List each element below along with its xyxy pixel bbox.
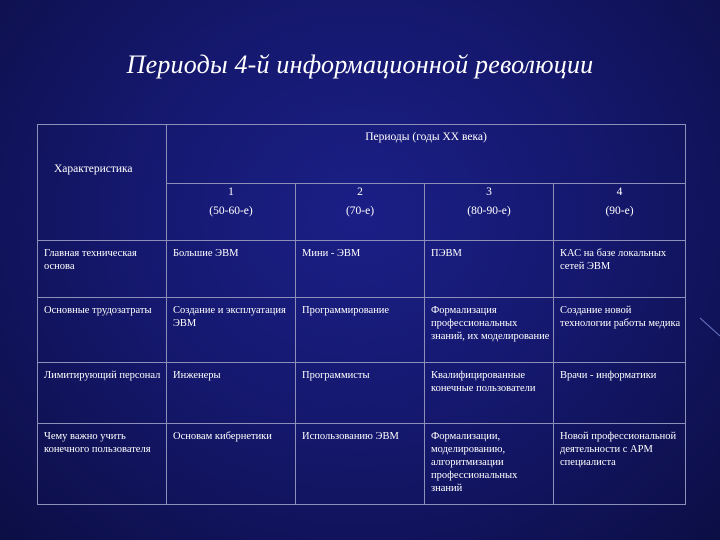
characteristic-label: Характеристика bbox=[54, 163, 133, 175]
table-row bbox=[38, 363, 686, 424]
period-range: (90-е) bbox=[605, 205, 634, 217]
table-row bbox=[38, 298, 686, 363]
period-3-cell bbox=[425, 184, 554, 241]
table-cell: Формализации, моделированию, алгоритмизации профессиональных знаний bbox=[425, 424, 554, 505]
table-cell: Мини - ЭВМ bbox=[296, 241, 425, 298]
row-label: Чему важно учить конечного пользователя bbox=[38, 424, 167, 505]
periods-header-cell bbox=[167, 125, 686, 184]
table-row bbox=[38, 241, 686, 298]
table-cell: Формализация профессиональных знаний, их моделирование bbox=[425, 298, 554, 363]
period-number: 3 bbox=[486, 186, 492, 198]
table-cell: Программирование bbox=[296, 298, 425, 363]
table-cell: Большие ЭВМ bbox=[167, 241, 296, 298]
period-range: (80-90-е) bbox=[467, 205, 511, 217]
period-4-cell bbox=[554, 184, 686, 241]
period-number: 2 bbox=[357, 186, 363, 198]
table-cell: Новой профессиональной деятельности с АРМ специалиста bbox=[554, 424, 686, 505]
table-cell: Квалифицированные конечные пользователи bbox=[425, 363, 554, 424]
table-header-row bbox=[38, 125, 686, 184]
table-cell: Основам кибернетики bbox=[167, 424, 296, 505]
table-cell: Использованию ЭВМ bbox=[296, 424, 425, 505]
row-label: Основные трудозатраты bbox=[38, 298, 167, 363]
period-number: 4 bbox=[616, 186, 623, 198]
table-cell: Создание и эксплуатация ЭВМ bbox=[167, 298, 296, 363]
period-2-cell bbox=[296, 184, 425, 241]
table-cell: ПЭВМ bbox=[425, 241, 554, 298]
period-1-cell bbox=[167, 184, 296, 241]
table-cell: Инженеры bbox=[167, 363, 296, 424]
row-label: Главная техническая основа bbox=[38, 241, 167, 298]
characteristic-header-cell bbox=[38, 125, 167, 241]
period-range: (50-60-е) bbox=[209, 205, 253, 217]
period-range: (70-е) bbox=[345, 205, 375, 217]
row-label: Лимитирующий персонал bbox=[38, 363, 167, 424]
periods-table bbox=[37, 124, 686, 505]
table-cell: Врачи - информатики bbox=[554, 363, 686, 424]
table-cell: КАС на базе локальных сетей ЭВМ bbox=[554, 241, 686, 298]
slide-title: Периоды 4-й информационной революции bbox=[126, 50, 594, 79]
periods-label: Периоды (годы XX века) bbox=[365, 131, 487, 143]
period-number: 1 bbox=[228, 186, 234, 198]
table-row bbox=[38, 424, 686, 505]
table-cell: Программисты bbox=[296, 363, 425, 424]
table-cell: Создание новой технологии работы медика bbox=[554, 298, 686, 363]
